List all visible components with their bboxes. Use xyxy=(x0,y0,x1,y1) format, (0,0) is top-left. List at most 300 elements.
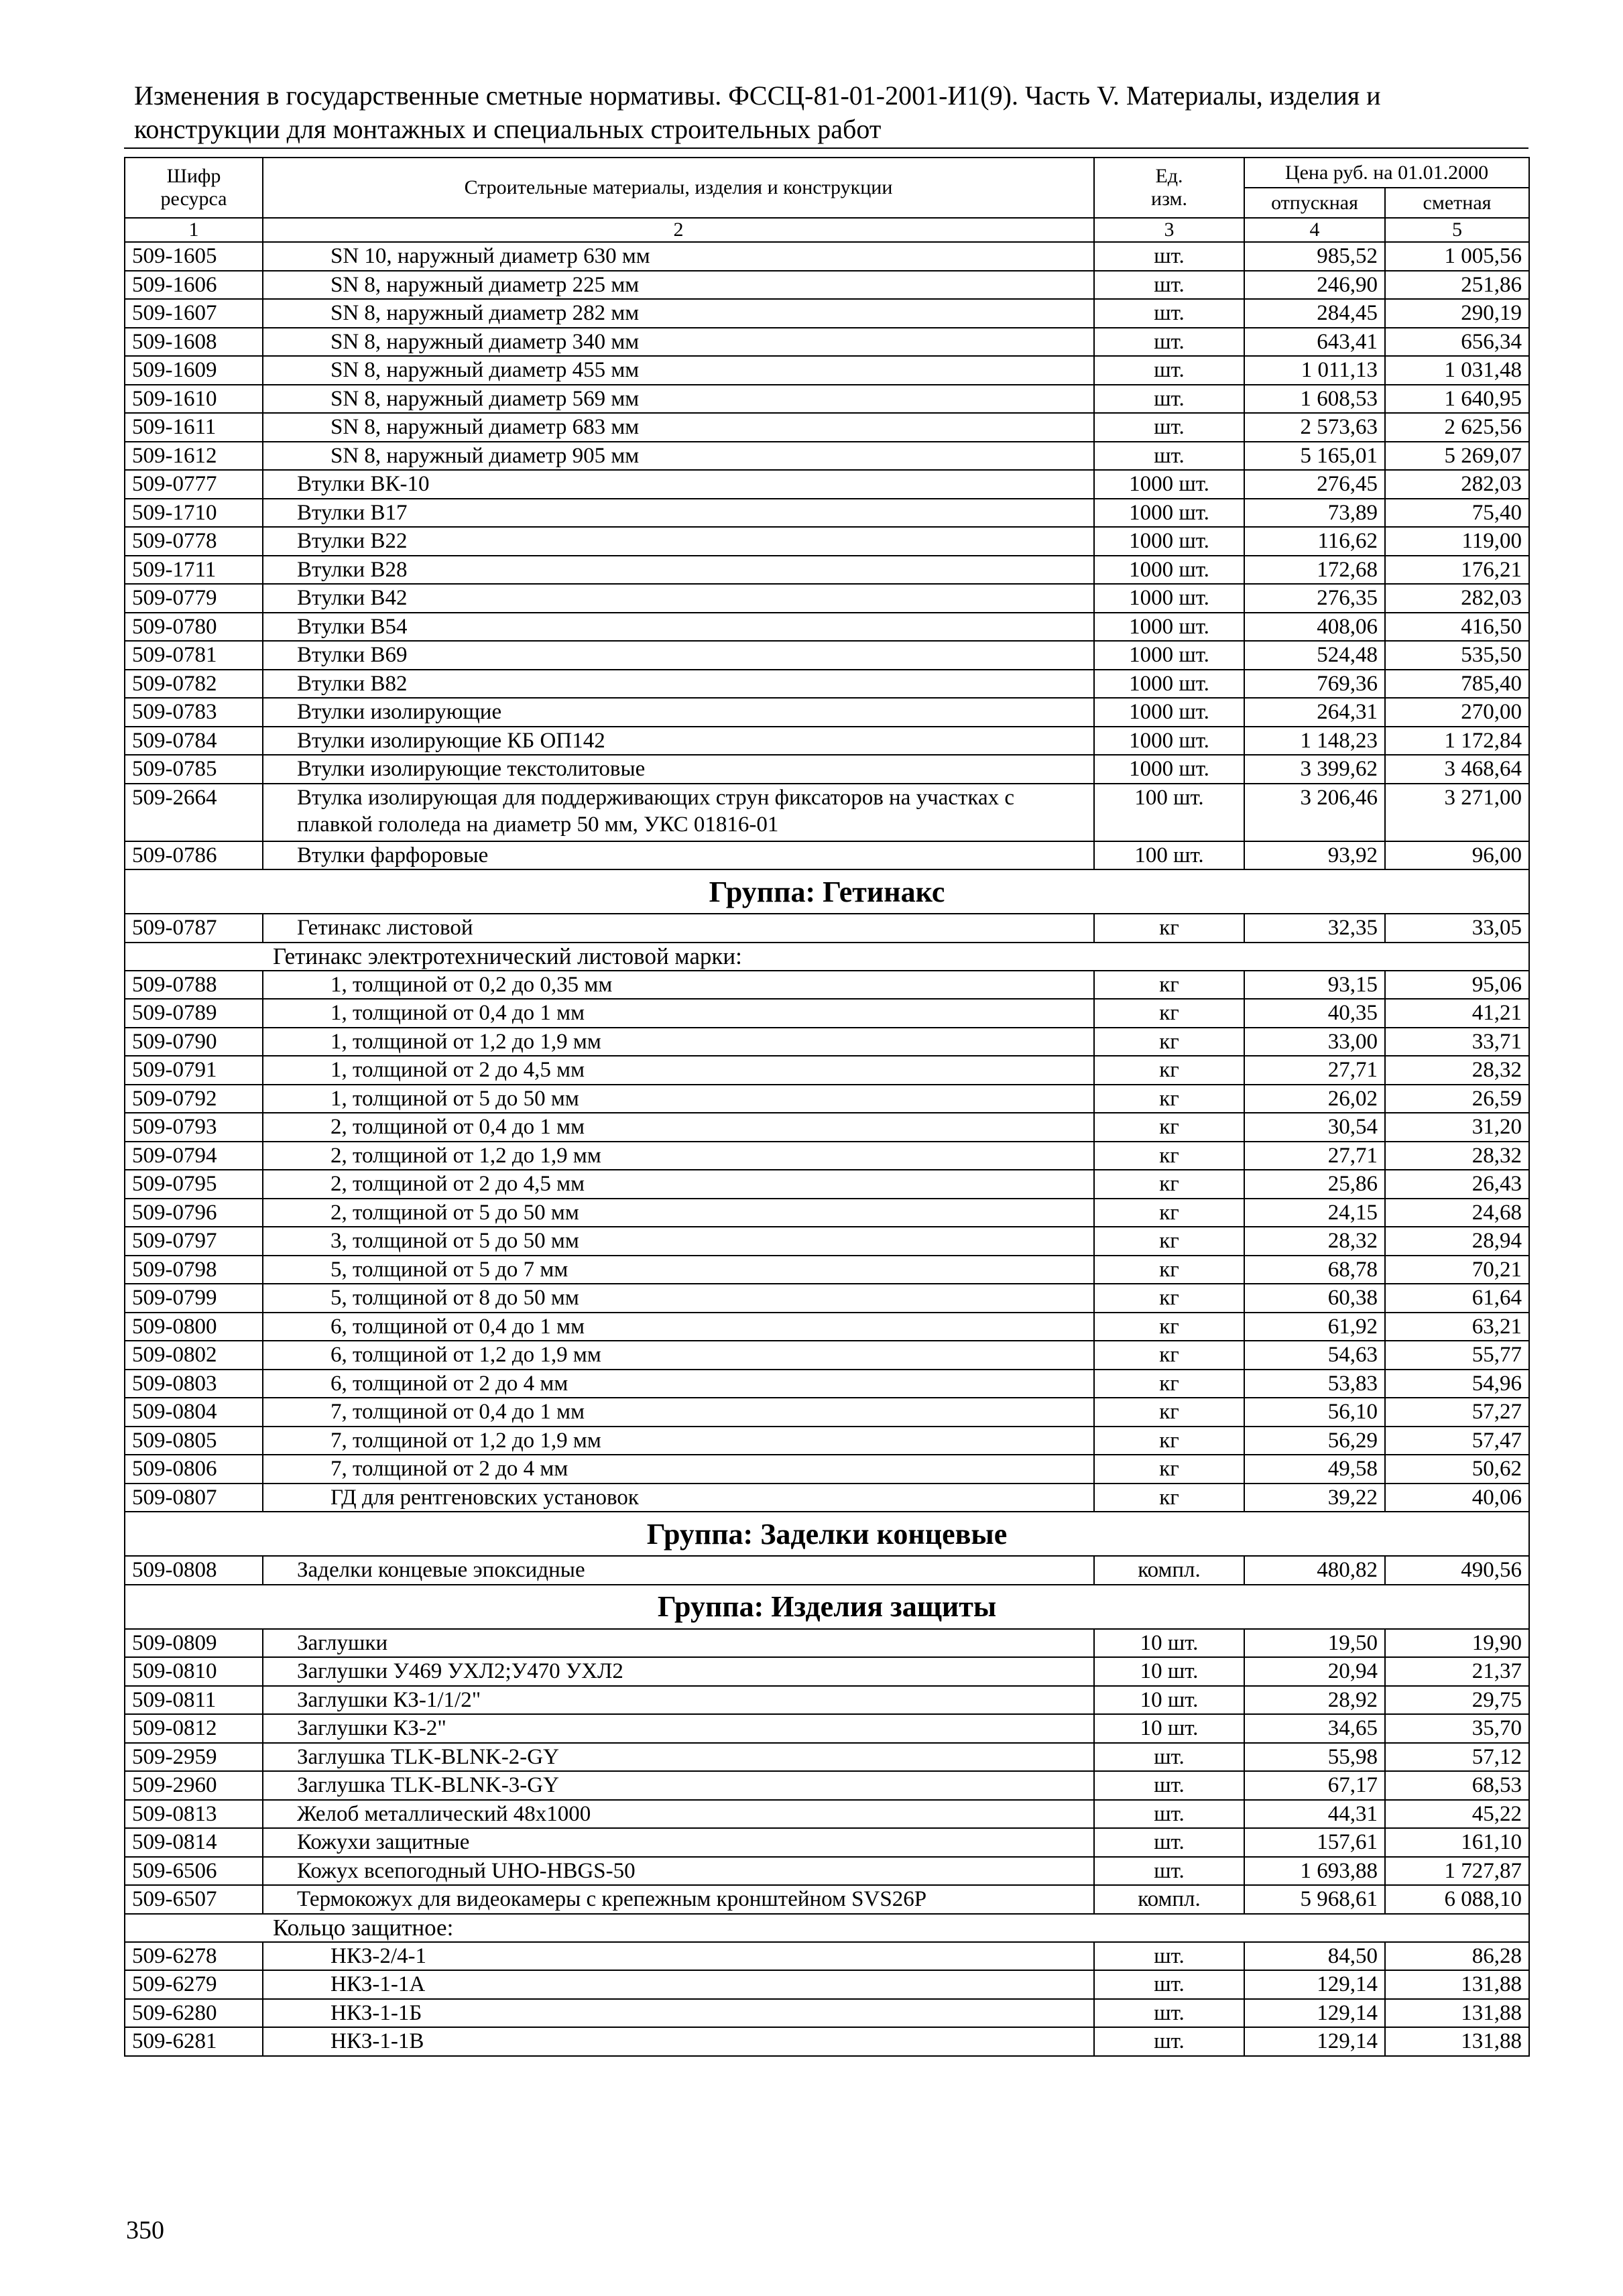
release-price: 32,35 xyxy=(1244,914,1385,943)
release-price: 28,32 xyxy=(1244,1227,1385,1256)
group-heading-row xyxy=(125,869,1529,914)
material-name: НКЗ-1-1Б xyxy=(263,1999,1094,2028)
estimate-price: 1 640,95 xyxy=(1385,385,1529,414)
resource-code: 509-2960 xyxy=(125,1771,263,1800)
material-name: 1, толщиной от 1,2 до 1,9 мм xyxy=(263,1028,1094,1056)
material-name: 3, толщиной от 5 до 50 мм xyxy=(263,1227,1094,1256)
material-name: 5, толщиной от 5 до 7 мм xyxy=(263,1256,1094,1284)
resource-code: 509-0800 xyxy=(125,1313,263,1341)
unit-of-measure: кг xyxy=(1094,971,1244,1000)
estimate-price: 31,20 xyxy=(1385,1113,1529,1142)
estimate-price: 54,96 xyxy=(1385,1370,1529,1398)
unit-of-measure: кг xyxy=(1094,1028,1244,1056)
unit-of-measure: шт. xyxy=(1094,1743,1244,1772)
page-header xyxy=(134,79,1515,146)
material-name: Втулки изолирующие текстолитовые xyxy=(263,755,1094,784)
release-price: 56,10 xyxy=(1244,1398,1385,1427)
table-row xyxy=(125,1427,1529,1455)
material-name: SN 8, наружный диаметр 455 мм xyxy=(263,356,1094,385)
release-price: 26,02 xyxy=(1244,1085,1385,1113)
unit-of-measure: шт. xyxy=(1094,1999,1244,2028)
release-price: 40,35 xyxy=(1244,999,1385,1028)
header-title-line2: конструкции для монтажных и специальных строительных работ xyxy=(134,114,882,144)
material-name: SN 8, наружный диаметр 569 мм xyxy=(263,385,1094,414)
release-price: 27,71 xyxy=(1244,1142,1385,1170)
release-price: 129,14 xyxy=(1244,1999,1385,2028)
col-release-header: отпускная xyxy=(1244,188,1385,218)
resource-code: 509-0790 xyxy=(125,1028,263,1056)
group-heading: Группа: Изделия защиты xyxy=(125,1585,1529,1629)
release-price: 408,06 xyxy=(1244,613,1385,642)
estimate-price: 50,62 xyxy=(1385,1455,1529,1484)
release-price: 769,36 xyxy=(1244,670,1385,699)
estimate-price: 57,47 xyxy=(1385,1427,1529,1455)
table-row xyxy=(125,1341,1529,1370)
unit-of-measure: шт. xyxy=(1094,1800,1244,1829)
resource-code: 509-6280 xyxy=(125,1999,263,2028)
estimate-price: 416,50 xyxy=(1385,613,1529,642)
estimate-price: 29,75 xyxy=(1385,1686,1529,1715)
release-price: 28,92 xyxy=(1244,1686,1385,1715)
release-price: 246,90 xyxy=(1244,271,1385,300)
release-price: 53,83 xyxy=(1244,1370,1385,1398)
unit-of-measure: 10 шт. xyxy=(1094,1629,1244,1658)
table-row xyxy=(125,527,1529,556)
unit-of-measure: шт. xyxy=(1094,356,1244,385)
release-price: 34,65 xyxy=(1244,1714,1385,1743)
release-price: 5 165,01 xyxy=(1244,442,1385,471)
material-name: Втулка изолирующая для поддерживающих струн фиксаторов на участках с плавкой гололеда на диаметр 50 мм, УКС 01816-01 xyxy=(263,784,1094,841)
unit-of-measure: 10 шт. xyxy=(1094,1657,1244,1686)
table-row xyxy=(125,1942,1529,1971)
material-name: Втулки фарфоровые xyxy=(263,841,1094,870)
resource-code: 509-0795 xyxy=(125,1170,263,1199)
unit-of-measure: 1000 шт. xyxy=(1094,670,1244,699)
unit-of-measure: кг xyxy=(1094,1227,1244,1256)
material-name: 2, толщиной от 2 до 4,5 мм xyxy=(263,1170,1094,1199)
material-name: Втулки В54 xyxy=(263,613,1094,642)
resource-code: 509-1607 xyxy=(125,299,263,328)
column-number: 2 xyxy=(263,218,1094,242)
table-row xyxy=(125,1857,1529,1886)
material-name: Заглушки КЗ-2" xyxy=(263,1714,1094,1743)
material-name: 2, толщиной от 0,4 до 1 мм xyxy=(263,1113,1094,1142)
release-price: 68,78 xyxy=(1244,1256,1385,1284)
material-name: 1, толщиной от 5 до 50 мм xyxy=(263,1085,1094,1113)
material-name: Втулки В17 xyxy=(263,499,1094,528)
release-price: 172,68 xyxy=(1244,556,1385,585)
table-row xyxy=(125,1556,1529,1585)
estimate-price: 131,88 xyxy=(1385,2027,1529,2056)
resource-code: 509-0809 xyxy=(125,1629,263,1658)
material-name: Заделки концевые эпоксидные xyxy=(263,1556,1094,1585)
col-estimate-header: сметная xyxy=(1385,188,1529,218)
table-row xyxy=(125,1885,1529,1914)
header-title-line1: Изменения в государственные сметные нормативы. ФССЦ-81-01-2001-И1(9). Часть V. Материалы, изделия и xyxy=(134,80,1381,111)
column-number-row xyxy=(125,218,1529,242)
estimate-price: 176,21 xyxy=(1385,556,1529,585)
material-name: SN 8, наружный диаметр 340 мм xyxy=(263,328,1094,357)
resource-code: 509-6507 xyxy=(125,1885,263,1914)
resource-code: 509-0813 xyxy=(125,1800,263,1829)
estimate-price: 535,50 xyxy=(1385,641,1529,670)
table-header-row xyxy=(125,158,1529,188)
release-price: 264,31 xyxy=(1244,698,1385,727)
group-heading-row xyxy=(125,1512,1529,1556)
estimate-price: 96,00 xyxy=(1385,841,1529,870)
release-price: 20,94 xyxy=(1244,1657,1385,1686)
material-name: ГД для рентгеновских установок xyxy=(263,1484,1094,1512)
resource-code: 509-0788 xyxy=(125,971,263,1000)
material-name: 6, толщиной от 0,4 до 1 мм xyxy=(263,1313,1094,1341)
table-row xyxy=(125,727,1529,756)
resource-code: 509-6279 xyxy=(125,1970,263,1999)
estimate-price: 70,21 xyxy=(1385,1256,1529,1284)
table-row xyxy=(125,914,1529,943)
estimate-price: 1 005,56 xyxy=(1385,242,1529,271)
estimate-price: 61,64 xyxy=(1385,1284,1529,1313)
unit-of-measure: 100 шт. xyxy=(1094,841,1244,870)
resource-code: 509-0812 xyxy=(125,1714,263,1743)
resource-code: 509-0779 xyxy=(125,584,263,613)
release-price: 5 968,61 xyxy=(1244,1885,1385,1914)
release-price: 1 608,53 xyxy=(1244,385,1385,414)
resource-code: 509-1606 xyxy=(125,271,263,300)
release-price: 54,63 xyxy=(1244,1341,1385,1370)
material-name: Заглушка TLK-BLNK-3-GY xyxy=(263,1771,1094,1800)
estimate-price: 28,94 xyxy=(1385,1227,1529,1256)
material-name: Втулки В22 xyxy=(263,527,1094,556)
estimate-price: 251,86 xyxy=(1385,271,1529,300)
subheading: Гетинакс электротехнический листовой марки: xyxy=(125,943,1529,971)
estimate-price: 490,56 xyxy=(1385,1556,1529,1585)
resource-code: 509-0808 xyxy=(125,1556,263,1585)
table-row xyxy=(125,328,1529,357)
unit-of-measure: шт. xyxy=(1094,271,1244,300)
material-name: Втулки ВК-10 xyxy=(263,470,1094,499)
material-name: Заглушка TLK-BLNK-2-GY xyxy=(263,1743,1094,1772)
table-row xyxy=(125,841,1529,870)
release-price: 33,00 xyxy=(1244,1028,1385,1056)
resource-code: 509-0784 xyxy=(125,727,263,756)
resource-code: 509-6278 xyxy=(125,1942,263,1971)
resource-code: 509-0793 xyxy=(125,1113,263,1142)
release-price: 129,14 xyxy=(1244,1970,1385,1999)
table-row xyxy=(125,971,1529,1000)
group-heading-row xyxy=(125,1585,1529,1629)
resource-code: 509-0780 xyxy=(125,613,263,642)
unit-of-measure: шт. xyxy=(1094,1857,1244,1886)
table-row xyxy=(125,470,1529,499)
material-name: 2, толщиной от 5 до 50 мм xyxy=(263,1199,1094,1227)
resource-code: 509-0787 xyxy=(125,914,263,943)
resource-code: 509-1610 xyxy=(125,385,263,414)
resource-code: 509-6281 xyxy=(125,2027,263,2056)
release-price: 284,45 xyxy=(1244,299,1385,328)
estimate-price: 5 269,07 xyxy=(1385,442,1529,471)
resource-code: 509-0803 xyxy=(125,1370,263,1398)
release-price: 25,86 xyxy=(1244,1170,1385,1199)
estimate-price: 282,03 xyxy=(1385,470,1529,499)
table-row xyxy=(125,1170,1529,1199)
resource-code: 509-0783 xyxy=(125,698,263,727)
resource-code: 509-6506 xyxy=(125,1857,263,1886)
estimate-price: 55,77 xyxy=(1385,1341,1529,1370)
table-row xyxy=(125,1970,1529,1999)
subheading-row xyxy=(125,1914,1529,1942)
release-price: 55,98 xyxy=(1244,1743,1385,1772)
estimate-price: 1 727,87 xyxy=(1385,1857,1529,1886)
material-name: SN 8, наружный диаметр 282 мм xyxy=(263,299,1094,328)
table-row xyxy=(125,1113,1529,1142)
unit-of-measure: кг xyxy=(1094,999,1244,1028)
table-row xyxy=(125,1657,1529,1686)
table-row xyxy=(125,242,1529,271)
table-row xyxy=(125,1629,1529,1658)
material-name: 1, толщиной от 0,4 до 1 мм xyxy=(263,999,1094,1028)
estimate-price: 28,32 xyxy=(1385,1056,1529,1085)
unit-of-measure: 10 шт. xyxy=(1094,1714,1244,1743)
estimate-price: 26,59 xyxy=(1385,1085,1529,1113)
resource-code: 509-2664 xyxy=(125,784,263,841)
unit-of-measure: 1000 шт. xyxy=(1094,755,1244,784)
resource-code: 509-1612 xyxy=(125,442,263,471)
table-row xyxy=(125,999,1529,1028)
material-name: Гетинакс листовой xyxy=(263,914,1094,943)
material-name: SN 8, наружный диаметр 225 мм xyxy=(263,271,1094,300)
estimate-price: 24,68 xyxy=(1385,1199,1529,1227)
unit-of-measure: кг xyxy=(1094,1170,1244,1199)
table-row xyxy=(125,1256,1529,1284)
column-number: 5 xyxy=(1385,218,1529,242)
unit-of-measure: кг xyxy=(1094,1313,1244,1341)
release-price: 19,50 xyxy=(1244,1629,1385,1658)
material-name: Втулки изолирующие КБ ОП142 xyxy=(263,727,1094,756)
table-row xyxy=(125,613,1529,642)
release-price: 39,22 xyxy=(1244,1484,1385,1512)
unit-of-measure: 1000 шт. xyxy=(1094,613,1244,642)
estimate-price: 86,28 xyxy=(1385,1942,1529,1971)
unit-of-measure: кг xyxy=(1094,1085,1244,1113)
unit-of-measure: кг xyxy=(1094,1455,1244,1484)
table-row xyxy=(125,1686,1529,1715)
material-name: Желоб металлический 48х1000 xyxy=(263,1800,1094,1829)
release-price: 93,15 xyxy=(1244,971,1385,1000)
unit-of-measure: 1000 шт. xyxy=(1094,470,1244,499)
resource-code: 509-0785 xyxy=(125,755,263,784)
material-name: Втулки изолирующие xyxy=(263,698,1094,727)
table-row xyxy=(125,755,1529,784)
group-heading: Группа: Заделки концевые xyxy=(125,1512,1529,1556)
material-name: SN 8, наружный диаметр 905 мм xyxy=(263,442,1094,471)
unit-of-measure: кг xyxy=(1094,1398,1244,1427)
release-price: 49,58 xyxy=(1244,1455,1385,1484)
subheading-row xyxy=(125,943,1529,971)
unit-of-measure: кг xyxy=(1094,914,1244,943)
estimate-price: 40,06 xyxy=(1385,1484,1529,1512)
table-row xyxy=(125,1484,1529,1512)
resource-code: 509-1710 xyxy=(125,499,263,528)
unit-of-measure: кг xyxy=(1094,1484,1244,1512)
resource-code: 509-0792 xyxy=(125,1085,263,1113)
material-name: Втулки В28 xyxy=(263,556,1094,585)
resource-code: 509-0805 xyxy=(125,1427,263,1455)
header-rule xyxy=(124,147,1528,149)
estimate-price: 33,71 xyxy=(1385,1028,1529,1056)
estimate-price: 290,19 xyxy=(1385,299,1529,328)
estimate-price: 1 172,84 xyxy=(1385,727,1529,756)
table-row xyxy=(125,385,1529,414)
release-price: 30,54 xyxy=(1244,1113,1385,1142)
table-row xyxy=(125,1056,1529,1085)
material-name: SN 8, наружный диаметр 683 мм xyxy=(263,413,1094,442)
material-name: 6, толщиной от 1,2 до 1,9 мм xyxy=(263,1341,1094,1370)
estimate-price: 95,06 xyxy=(1385,971,1529,1000)
resource-code: 509-0777 xyxy=(125,470,263,499)
resource-code: 509-0781 xyxy=(125,641,263,670)
table-row xyxy=(125,413,1529,442)
release-price: 93,92 xyxy=(1244,841,1385,870)
material-name: 1, толщиной от 0,2 до 0,35 мм xyxy=(263,971,1094,1000)
resource-code: 509-0811 xyxy=(125,1686,263,1715)
estimate-price: 45,22 xyxy=(1385,1800,1529,1829)
estimate-price: 1 031,48 xyxy=(1385,356,1529,385)
resource-code: 509-1711 xyxy=(125,556,263,585)
unit-of-measure: шт. xyxy=(1094,2027,1244,2056)
table-row xyxy=(125,1028,1529,1056)
material-name: Кожухи защитные xyxy=(263,1828,1094,1857)
material-name: НКЗ-2/4-1 xyxy=(263,1942,1094,1971)
unit-of-measure: шт. xyxy=(1094,299,1244,328)
release-price: 276,35 xyxy=(1244,584,1385,613)
release-price: 27,71 xyxy=(1244,1056,1385,1085)
resource-code: 509-0798 xyxy=(125,1256,263,1284)
material-name: Термокожух для видеокамеры с крепежным кронштейном SVS26P xyxy=(263,1885,1094,1914)
table-row xyxy=(125,1370,1529,1398)
unit-of-measure: 1000 шт. xyxy=(1094,499,1244,528)
release-price: 3 206,46 xyxy=(1244,784,1385,841)
resource-code: 509-1609 xyxy=(125,356,263,385)
unit-of-measure: кг xyxy=(1094,1427,1244,1455)
material-name: 7, толщиной от 0,4 до 1 мм xyxy=(263,1398,1094,1427)
unit-of-measure: кг xyxy=(1094,1256,1244,1284)
release-price: 276,45 xyxy=(1244,470,1385,499)
table-row xyxy=(125,784,1529,841)
resource-code: 509-0796 xyxy=(125,1199,263,1227)
estimate-price: 119,00 xyxy=(1385,527,1529,556)
estimate-price: 63,21 xyxy=(1385,1313,1529,1341)
subheading: Кольцо защитное: xyxy=(125,1914,1529,1942)
estimate-price: 19,90 xyxy=(1385,1629,1529,1658)
release-price: 24,15 xyxy=(1244,1199,1385,1227)
resource-code: 509-0814 xyxy=(125,1828,263,1857)
table-row xyxy=(125,670,1529,699)
estimate-price: 656,34 xyxy=(1385,328,1529,357)
unit-of-measure: шт. xyxy=(1094,385,1244,414)
unit-of-measure: кг xyxy=(1094,1199,1244,1227)
resource-code: 509-0807 xyxy=(125,1484,263,1512)
estimate-price: 21,37 xyxy=(1385,1657,1529,1686)
material-name: Заглушки У469 УХЛ2;У470 УХЛ2 xyxy=(263,1657,1094,1686)
release-price: 44,31 xyxy=(1244,1800,1385,1829)
col-name-header: Строительные материалы, изделия и конструкции xyxy=(263,158,1094,218)
estimate-price: 41,21 xyxy=(1385,999,1529,1028)
release-price: 1 693,88 xyxy=(1244,1857,1385,1886)
resource-code: 509-2959 xyxy=(125,1743,263,1772)
release-price: 116,62 xyxy=(1244,527,1385,556)
release-price: 56,29 xyxy=(1244,1427,1385,1455)
unit-of-measure: 1000 шт. xyxy=(1094,556,1244,585)
col-unit-header: Ед. изм. xyxy=(1094,158,1244,218)
unit-of-measure: 1000 шт. xyxy=(1094,527,1244,556)
material-name: 1, толщиной от 2 до 4,5 мм xyxy=(263,1056,1094,1085)
table-row xyxy=(125,2027,1529,2056)
table-row xyxy=(125,1714,1529,1743)
estimate-price: 33,05 xyxy=(1385,914,1529,943)
material-name: Кожух всепогодный UHO-HBGS-50 xyxy=(263,1857,1094,1886)
resource-code: 509-0802 xyxy=(125,1341,263,1370)
table-row xyxy=(125,1743,1529,1772)
unit-of-measure: кг xyxy=(1094,1341,1244,1370)
column-number: 4 xyxy=(1244,218,1385,242)
table-row xyxy=(125,1398,1529,1427)
unit-of-measure: шт. xyxy=(1094,413,1244,442)
release-price: 1 148,23 xyxy=(1244,727,1385,756)
resource-code: 509-0804 xyxy=(125,1398,263,1427)
table-row xyxy=(125,499,1529,528)
unit-of-measure: шт. xyxy=(1094,1828,1244,1857)
table-row xyxy=(125,1828,1529,1857)
release-price: 643,41 xyxy=(1244,328,1385,357)
unit-of-measure: шт. xyxy=(1094,1970,1244,1999)
estimate-price: 3 468,64 xyxy=(1385,755,1529,784)
table-row xyxy=(125,1999,1529,2028)
material-name: Заглушки xyxy=(263,1629,1094,1658)
unit-of-measure: шт. xyxy=(1094,1942,1244,1971)
table-row xyxy=(125,1227,1529,1256)
release-price: 3 399,62 xyxy=(1244,755,1385,784)
material-name: НКЗ-1-1В xyxy=(263,2027,1094,2056)
resource-code: 509-1611 xyxy=(125,413,263,442)
estimate-price: 131,88 xyxy=(1385,1999,1529,2028)
table-row xyxy=(125,442,1529,471)
unit-of-measure: шт. xyxy=(1094,442,1244,471)
col-code-header: Шифр ресурса xyxy=(125,158,263,218)
material-name: Втулки В42 xyxy=(263,584,1094,613)
estimate-price: 282,03 xyxy=(1385,584,1529,613)
unit-of-measure: шт. xyxy=(1094,328,1244,357)
table-row xyxy=(125,299,1529,328)
release-price: 985,52 xyxy=(1244,242,1385,271)
estimate-price: 270,00 xyxy=(1385,698,1529,727)
unit-of-measure: кг xyxy=(1094,1056,1244,1085)
column-number: 3 xyxy=(1094,218,1244,242)
material-name: SN 10, наружный диаметр 630 мм xyxy=(263,242,1094,271)
estimate-price: 75,40 xyxy=(1385,499,1529,528)
estimate-price: 57,27 xyxy=(1385,1398,1529,1427)
table-row xyxy=(125,698,1529,727)
table-row xyxy=(125,1199,1529,1227)
table-row xyxy=(125,356,1529,385)
material-name: Втулки В82 xyxy=(263,670,1094,699)
unit-of-measure: кг xyxy=(1094,1113,1244,1142)
resource-code: 509-1605 xyxy=(125,242,263,271)
table-row xyxy=(125,1284,1529,1313)
release-price: 1 011,13 xyxy=(1244,356,1385,385)
unit-of-measure: кг xyxy=(1094,1370,1244,1398)
resource-code: 509-0786 xyxy=(125,841,263,870)
release-price: 157,61 xyxy=(1244,1828,1385,1857)
